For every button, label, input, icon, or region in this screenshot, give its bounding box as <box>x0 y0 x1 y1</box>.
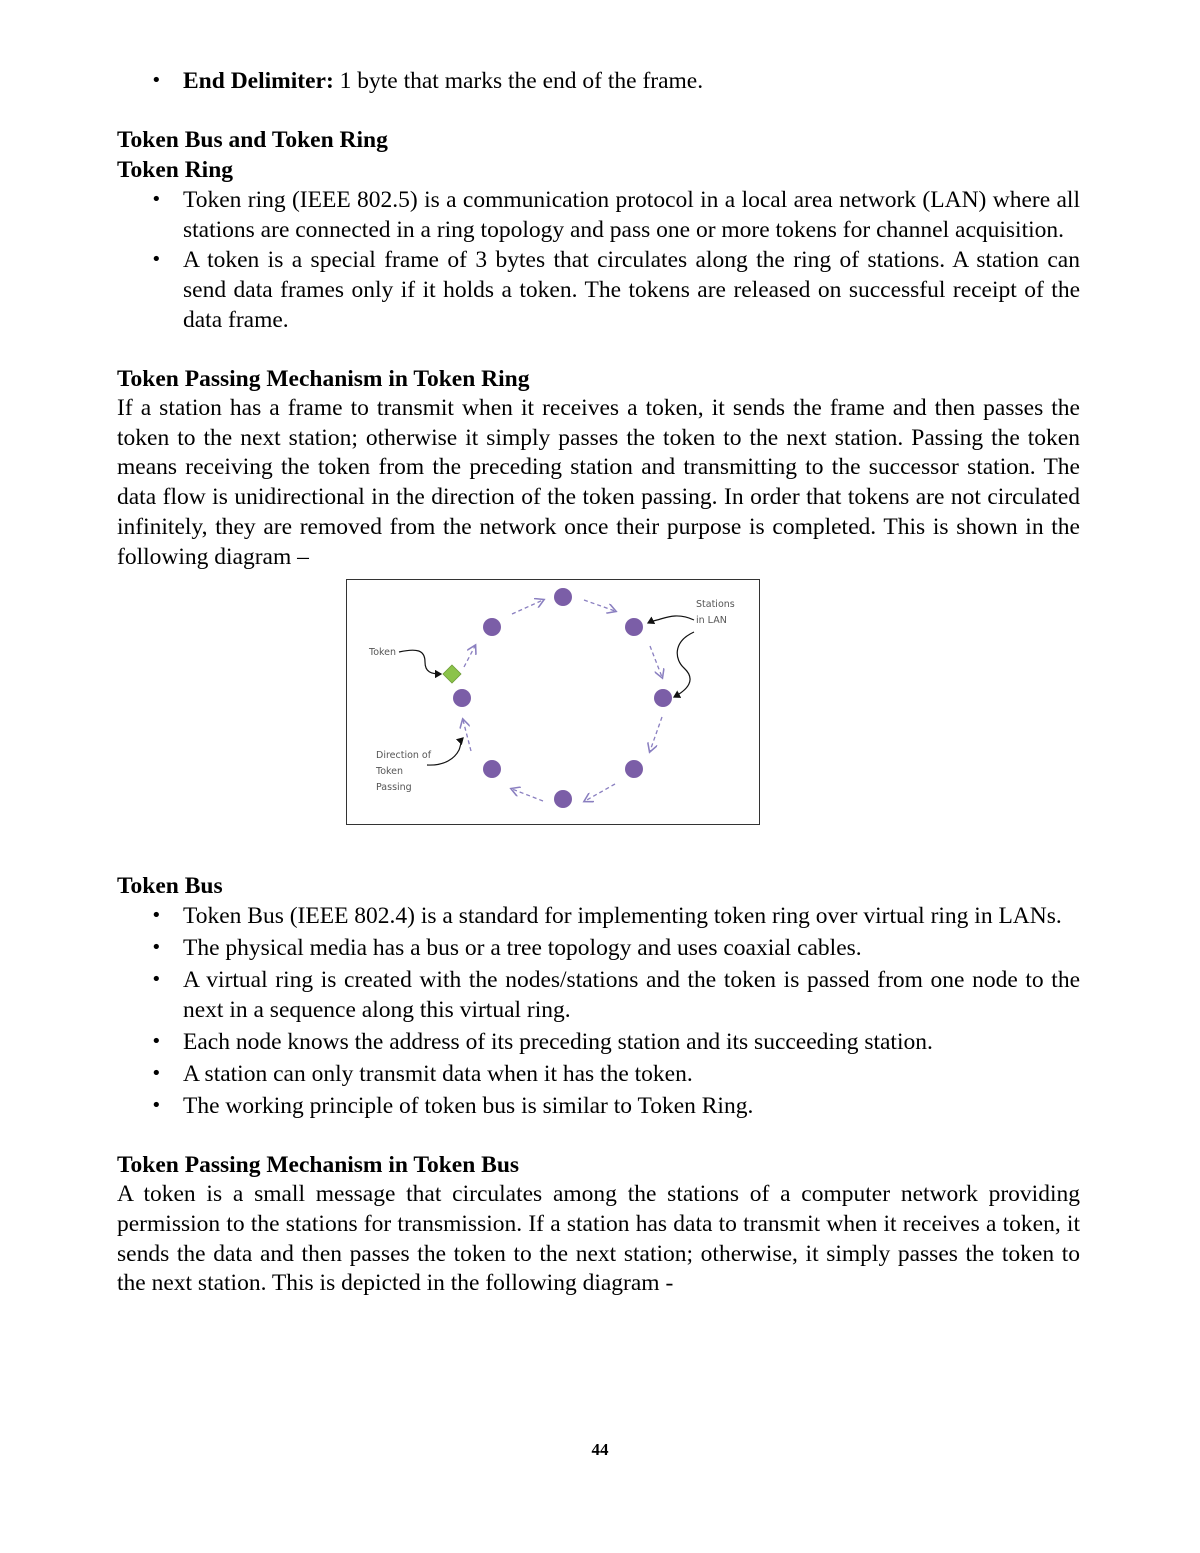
top-bullet-list <box>117 66 1080 96</box>
stations <box>453 588 672 808</box>
token-callout-line <box>399 650 441 674</box>
token-ring-diagram <box>346 579 760 825</box>
term-end-delimiter: End Delimiter: <box>183 68 334 94</box>
spacer <box>117 1121 1080 1150</box>
token-ring-heading: Token Ring <box>117 157 234 183</box>
station-node <box>554 588 572 606</box>
bus-mechanism-paragraph: A token is a small message that circulates among the stations of a computer network providing permission to the stations for transmission. If a station has data to transmit when it receives a token, it sends the data and then passes the token to the next station; otherwise, it simply passes the token to the next station. This is depicted in the following diagram - <box>117 1181 1080 1297</box>
arrow-6 <box>512 789 543 801</box>
term-description: 1 byte that marks the end of the frame. <box>333 68 704 94</box>
arrow-8 <box>464 646 475 667</box>
list-item: • Each node knows the address of its preceding station and its succeeding station. <box>183 1027 1080 1057</box>
token-ring-bullets <box>117 185 1080 335</box>
spacer <box>117 825 1080 871</box>
arrow-4 <box>650 717 662 751</box>
callout-lines <box>399 616 694 765</box>
page-number: 44 <box>591 1440 609 1459</box>
station-node <box>483 760 501 778</box>
token-bus-bullets <box>117 901 1080 1121</box>
list-item <box>183 66 1080 96</box>
label-direction-line2: Token <box>376 766 404 778</box>
list-item: • A token is a special frame of 3 bytes that circulates along the ring of stations. A station can send data frames only if it holds a token. The tokens are released on successful receipt of the data frame. <box>183 245 1080 335</box>
arrow-3 <box>650 646 662 677</box>
list-item: • The working principle of token bus is similar to Token Ring. <box>183 1091 1080 1121</box>
label-stations-line1: Stations <box>696 599 735 611</box>
arrow-2 <box>584 600 615 611</box>
list-item: • Token Bus (IEEE 802.4) is a standard for implementing token ring over virtual ring in LANs. <box>183 901 1080 931</box>
station-node <box>483 618 501 636</box>
token-bus-heading: Token Bus <box>117 873 223 900</box>
section-title: Token Bus and Token Ring <box>117 127 388 153</box>
label-direction-line3: Passing <box>376 782 412 794</box>
label-token: Token <box>369 647 397 659</box>
station-node <box>654 689 672 707</box>
token-diamond <box>443 665 461 683</box>
list-item: • Token ring (IEEE 802.5) is a communication protocol in a local area network (LAN) where all stations are connected in a ring topology and pass one or more tokens for channel acquisition. <box>183 185 1080 245</box>
stations-callout-line-2 <box>674 632 694 697</box>
arrow-7 <box>463 720 471 751</box>
direction-callout-line <box>427 738 463 765</box>
spacer <box>117 96 1080 125</box>
list-item: • A virtual ring is created with the nodes/stations and the token is passed from one node to the next in a sequence along this virtual ring. <box>183 965 1080 1025</box>
stations-callout-line <box>648 616 694 623</box>
station-node <box>625 760 643 778</box>
spacer <box>117 335 1080 364</box>
document-page <box>117 66 1080 1299</box>
bus-mechanism-heading: Token Passing Mechanism in Token Bus <box>117 1152 520 1179</box>
list-item: • The physical media has a bus or a tree topology and uses coaxial cables. <box>183 933 1080 963</box>
label-stations-line2: in LAN <box>696 615 727 627</box>
station-node <box>453 689 471 707</box>
token-ring-diagram-svg <box>347 580 761 826</box>
list-item: • A station can only transmit data when it has the token. <box>183 1059 1080 1089</box>
station-node <box>625 618 643 636</box>
ring-mechanism-paragraph: If a station has a frame to transmit when it receives a token, it sends the frame and then passes the token to the next station; otherwise it simply passes the token to the next station. Passing the token means receiving the token from the preceding station and transmitting to the successor station. The data flow is unidirectional in the direction of the token passing. In order that tokens are not circulated infinitely, they are removed from the network once their purpose is completed. This is shown in the following diagram – <box>117 395 1080 570</box>
arrow-1 <box>512 600 543 614</box>
label-direction-line1: Direction of <box>376 750 432 762</box>
arrow-5 <box>585 784 615 801</box>
ring-mechanism-heading: Token Passing Mechanism in Token Ring <box>117 366 530 392</box>
station-node <box>554 790 572 808</box>
